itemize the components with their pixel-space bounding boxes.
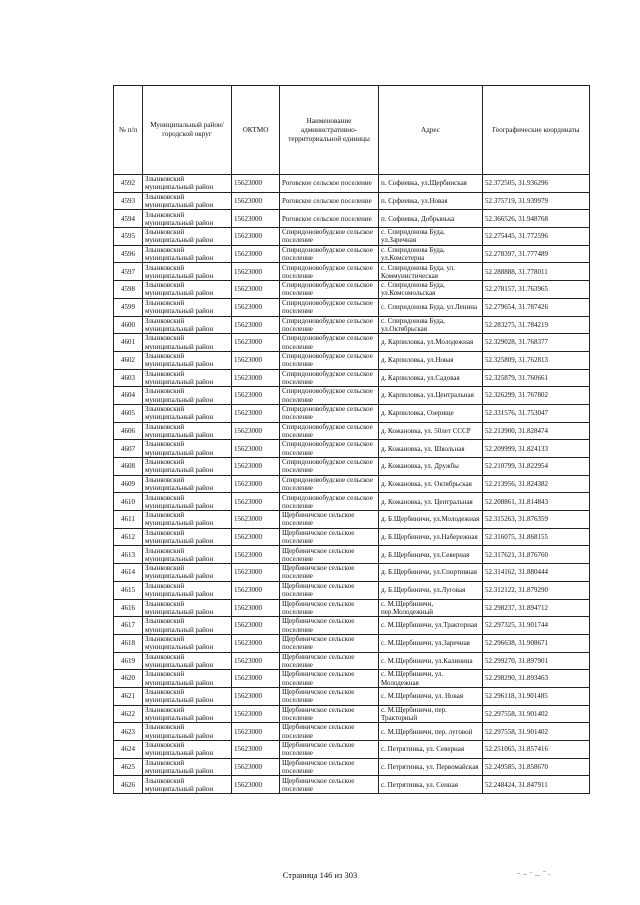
table-row bbox=[114, 210, 590, 228]
row-admin-unit: Щербиничское сельское поселение bbox=[280, 758, 379, 776]
table-row bbox=[114, 175, 590, 193]
row-admin-unit: Спиридоновобудское сельское поселение bbox=[280, 281, 379, 299]
row-number: 4621 bbox=[114, 687, 143, 705]
table-row bbox=[114, 440, 590, 458]
row-admin-unit: Спиридоновобудское сельское поселение bbox=[280, 387, 379, 405]
row-admin-unit: Щербиничское сельское поселение bbox=[280, 652, 379, 670]
row-address: с. Петрятинка, ул. Сенная bbox=[379, 776, 483, 794]
row-oktmo: 15623000 bbox=[232, 670, 280, 688]
row-coordinates: 52.279654, 31.787426 bbox=[483, 298, 590, 316]
table-row bbox=[114, 475, 590, 493]
row-address: с. М.Щербиничи, пер. луговой bbox=[379, 723, 483, 741]
header-number: № п/п bbox=[114, 86, 143, 175]
row-oktmo: 15623000 bbox=[232, 245, 280, 263]
row-coordinates: 52.372505, 31.936296 bbox=[483, 175, 590, 193]
row-coordinates: 52.325809, 31.762813 bbox=[483, 351, 590, 369]
page-number: Страница 146 из 303 bbox=[282, 870, 358, 880]
row-number: 4603 bbox=[114, 369, 143, 387]
row-district: Злынковский муниципальный район bbox=[143, 298, 232, 316]
row-address: с. М.Щербиничи, пер.Молодежный bbox=[379, 599, 483, 617]
row-oktmo: 15623000 bbox=[232, 581, 280, 599]
row-number: 4606 bbox=[114, 422, 143, 440]
row-admin-unit: Спиридоновобудское сельское поселение bbox=[280, 369, 379, 387]
row-number: 4620 bbox=[114, 670, 143, 688]
row-number: 4609 bbox=[114, 475, 143, 493]
row-district: Злынковский муниципальный район bbox=[143, 776, 232, 794]
table-row bbox=[114, 387, 590, 405]
row-address: с. М.Щербиничи, ул. Молодежная bbox=[379, 670, 483, 688]
row-coordinates: 52.283275, 31.784219 bbox=[483, 316, 590, 334]
row-oktmo: 15623000 bbox=[232, 617, 280, 635]
row-district: Злынковский муниципальный район bbox=[143, 422, 232, 440]
table-body bbox=[114, 175, 590, 794]
row-number: 4624 bbox=[114, 741, 143, 759]
table-row bbox=[114, 723, 590, 741]
row-coordinates: 52.275445, 31.772596 bbox=[483, 228, 590, 246]
row-oktmo: 15623000 bbox=[232, 210, 280, 228]
row-oktmo: 15623000 bbox=[232, 263, 280, 281]
row-coordinates: 52.278397, 31.777489 bbox=[483, 245, 590, 263]
row-number: 4623 bbox=[114, 723, 143, 741]
row-district: Злынковский муниципальный район bbox=[143, 546, 232, 564]
row-number: 4598 bbox=[114, 281, 143, 299]
table-row bbox=[114, 422, 590, 440]
table-row bbox=[114, 334, 590, 352]
row-number: 4605 bbox=[114, 404, 143, 422]
row-admin-unit: Спиридоновобудское сельское поселение bbox=[280, 263, 379, 281]
row-oktmo: 15623000 bbox=[232, 511, 280, 529]
row-address: д. Б.Щербиничи, ул.Спортивная bbox=[379, 564, 483, 582]
row-number: 4608 bbox=[114, 458, 143, 476]
row-admin-unit: Спиридоновобудское сельское поселение bbox=[280, 422, 379, 440]
row-oktmo: 15623000 bbox=[232, 723, 280, 741]
table-row bbox=[114, 298, 590, 316]
row-oktmo: 15623000 bbox=[232, 298, 280, 316]
row-number: 4596 bbox=[114, 245, 143, 263]
table-row bbox=[114, 316, 590, 334]
row-admin-unit: Роговское сельское поселение bbox=[280, 192, 379, 210]
table-row bbox=[114, 687, 590, 705]
table-row bbox=[114, 245, 590, 263]
row-number: 4604 bbox=[114, 387, 143, 405]
table-row bbox=[114, 741, 590, 759]
table-row bbox=[114, 776, 590, 794]
table-row bbox=[114, 546, 590, 564]
row-number: 4619 bbox=[114, 652, 143, 670]
table-row bbox=[114, 351, 590, 369]
row-address: с. Петрятинка, ул. Северная bbox=[379, 741, 483, 759]
table-row bbox=[114, 511, 590, 529]
row-district: Злынковский муниципальный район bbox=[143, 475, 232, 493]
row-address: д. Кожановка, ул. Центральная bbox=[379, 493, 483, 511]
table-header-row bbox=[114, 86, 590, 175]
row-admin-unit: Спиридоновобудское сельское поселение bbox=[280, 440, 379, 458]
header-oktmo: ОКТМО bbox=[232, 86, 280, 175]
table-row bbox=[114, 263, 590, 281]
row-admin-unit: Спиридоновобудское сельское поселение bbox=[280, 493, 379, 511]
row-district: Злынковский муниципальный район bbox=[143, 458, 232, 476]
table-row bbox=[114, 192, 590, 210]
row-number: 4617 bbox=[114, 617, 143, 635]
table-row bbox=[114, 634, 590, 652]
row-number: 4611 bbox=[114, 511, 143, 529]
row-oktmo: 15623000 bbox=[232, 652, 280, 670]
row-admin-unit: Щербиничское сельское поселение bbox=[280, 617, 379, 635]
row-number: 4618 bbox=[114, 634, 143, 652]
table-row bbox=[114, 493, 590, 511]
row-oktmo: 15623000 bbox=[232, 493, 280, 511]
row-oktmo: 15623000 bbox=[232, 776, 280, 794]
row-coordinates: 52.366526, 31.948768 bbox=[483, 210, 590, 228]
row-coordinates: 52.296118, 31.901485 bbox=[483, 687, 590, 705]
row-number: 4610 bbox=[114, 493, 143, 511]
row-coordinates: 52.298237, 31.894712 bbox=[483, 599, 590, 617]
row-district: Злынковский муниципальный район bbox=[143, 440, 232, 458]
scan-speckle-mark bbox=[515, 868, 555, 880]
header-coordinates: Географические координаты bbox=[483, 86, 590, 175]
row-oktmo: 15623000 bbox=[232, 705, 280, 723]
row-coordinates: 52.317621, 31.876760 bbox=[483, 546, 590, 564]
row-number: 4600 bbox=[114, 316, 143, 334]
table-row bbox=[114, 281, 590, 299]
row-number: 4594 bbox=[114, 210, 143, 228]
row-district: Злынковский муниципальный район bbox=[143, 334, 232, 352]
row-admin-unit: Щербиничское сельское поселение bbox=[280, 546, 379, 564]
row-number: 4593 bbox=[114, 192, 143, 210]
row-oktmo: 15623000 bbox=[232, 475, 280, 493]
row-admin-unit: Спиридоновобудское сельское поселение bbox=[280, 298, 379, 316]
row-district: Злынковский муниципальный район bbox=[143, 263, 232, 281]
row-address: с. М.Щербиничи, ул.Калинина bbox=[379, 652, 483, 670]
row-address: д. Кожановка, ул. Дружбы bbox=[379, 458, 483, 476]
row-district: Злынковский муниципальный район bbox=[143, 564, 232, 582]
row-number: 4622 bbox=[114, 705, 143, 723]
row-coordinates: 52.278157, 31.763965 bbox=[483, 281, 590, 299]
table-row bbox=[114, 599, 590, 617]
row-admin-unit: Роговское сельское поселение bbox=[280, 210, 379, 228]
registry-table bbox=[113, 85, 590, 794]
row-address: д. Б.Щербиничи, ул.Набережная bbox=[379, 528, 483, 546]
row-oktmo: 15623000 bbox=[232, 741, 280, 759]
row-admin-unit: Щербиничское сельское поселение bbox=[280, 581, 379, 599]
row-coordinates: 52.251065, 31.857416 bbox=[483, 741, 590, 759]
row-district: Злынковский муниципальный район bbox=[143, 670, 232, 688]
row-district: Злынковский муниципальный район bbox=[143, 758, 232, 776]
row-admin-unit: Спиридоновобудское сельское поселение bbox=[280, 334, 379, 352]
row-address: п. Срфиевка, ул.Новая bbox=[379, 192, 483, 210]
row-admin-unit: Спиридоновобудское сельское поселение bbox=[280, 245, 379, 263]
row-oktmo: 15623000 bbox=[232, 369, 280, 387]
row-district: Злынковский муниципальный район bbox=[143, 581, 232, 599]
row-coordinates: 52.297558, 31.901402 bbox=[483, 723, 590, 741]
row-district: Злынковский муниципальный район bbox=[143, 210, 232, 228]
row-oktmo: 15623000 bbox=[232, 281, 280, 299]
row-number: 4615 bbox=[114, 581, 143, 599]
row-number: 4607 bbox=[114, 440, 143, 458]
row-number: 4626 bbox=[114, 776, 143, 794]
row-coordinates: 52.331576, 31.753047 bbox=[483, 404, 590, 422]
row-admin-unit: Щербиничское сельское поселение bbox=[280, 705, 379, 723]
row-district: Злынковский муниципальный район bbox=[143, 404, 232, 422]
row-oktmo: 15623000 bbox=[232, 351, 280, 369]
row-address: с. Спиридонова Буда, ул.Октябрьская bbox=[379, 316, 483, 334]
row-number: 4602 bbox=[114, 351, 143, 369]
table-row bbox=[114, 652, 590, 670]
row-admin-unit: Спиридоновобудское сельское поселение bbox=[280, 228, 379, 246]
header-district: Муниципальный район/городской округ bbox=[143, 86, 232, 175]
row-address: д. Кожановка, ул. Школьная bbox=[379, 440, 483, 458]
row-admin-unit: Спиридоновобудское сельское поселение bbox=[280, 404, 379, 422]
row-address: с. М.Щербиничи, ул.Заречная bbox=[379, 634, 483, 652]
row-oktmo: 15623000 bbox=[232, 228, 280, 246]
row-address: д. Кожановка, ул. Октябрьская bbox=[379, 475, 483, 493]
row-coordinates: 52.209999, 31.824133 bbox=[483, 440, 590, 458]
row-admin-unit: Щербиничское сельское поселение bbox=[280, 528, 379, 546]
row-coordinates: 52.297325, 31.901744 bbox=[483, 617, 590, 635]
row-address: д. Карпиловка, ул.Новая bbox=[379, 351, 483, 369]
row-address: д. Б.Щербиничи, ул.Северная bbox=[379, 546, 483, 564]
row-address: д. Кожановка, ул. 50лет СССР bbox=[379, 422, 483, 440]
row-oktmo: 15623000 bbox=[232, 192, 280, 210]
row-oktmo: 15623000 bbox=[232, 440, 280, 458]
row-admin-unit: Спиридоновобудское сельское поселение bbox=[280, 316, 379, 334]
row-oktmo: 15623000 bbox=[232, 599, 280, 617]
row-number: 4612 bbox=[114, 528, 143, 546]
row-address: с. Спиридонова Буда, ул.Комсетерна bbox=[379, 245, 483, 263]
table-row bbox=[114, 228, 590, 246]
row-number: 4616 bbox=[114, 599, 143, 617]
row-number: 4601 bbox=[114, 334, 143, 352]
row-admin-unit: Щербиничское сельское поселение bbox=[280, 776, 379, 794]
row-oktmo: 15623000 bbox=[232, 758, 280, 776]
row-address: д. Б.Щербиничи, ул.Молодежная bbox=[379, 511, 483, 529]
row-coordinates: 52.329028, 31.768377 bbox=[483, 334, 590, 352]
row-district: Злынковский муниципальный район bbox=[143, 281, 232, 299]
row-coordinates: 52.298290, 31.893463 bbox=[483, 670, 590, 688]
row-coordinates: 52.210799, 31.822954 bbox=[483, 458, 590, 476]
row-district: Злынковский муниципальный район bbox=[143, 351, 232, 369]
row-address: д. Карпиловка, ул.Садовая bbox=[379, 369, 483, 387]
row-admin-unit: Спиридоновобудское сельское поселение bbox=[280, 351, 379, 369]
row-coordinates: 52.314162, 31.880444 bbox=[483, 564, 590, 582]
row-coordinates: 52.325879, 31.760661 bbox=[483, 369, 590, 387]
row-district: Злынковский муниципальный район bbox=[143, 175, 232, 193]
table-row bbox=[114, 404, 590, 422]
row-address: д. Карпиловка, Озерище bbox=[379, 404, 483, 422]
row-coordinates: 52.208861, 31.814843 bbox=[483, 493, 590, 511]
row-number: 4625 bbox=[114, 758, 143, 776]
row-admin-unit: Щербиничское сельское поселение bbox=[280, 599, 379, 617]
row-coordinates: 52.288888, 31.778011 bbox=[483, 263, 590, 281]
row-number: 4599 bbox=[114, 298, 143, 316]
row-oktmo: 15623000 bbox=[232, 458, 280, 476]
row-oktmo: 15623000 bbox=[232, 528, 280, 546]
row-coordinates: 52.248424, 31.847911 bbox=[483, 776, 590, 794]
row-district: Злынковский муниципальный район bbox=[143, 245, 232, 263]
row-admin-unit: Щербиничское сельское поселение bbox=[280, 723, 379, 741]
table-row bbox=[114, 670, 590, 688]
row-admin-unit: Щербиничское сельское поселение bbox=[280, 687, 379, 705]
row-coordinates: 52.213956, 31.824382 bbox=[483, 475, 590, 493]
row-address: с. М.Щербиничи, пер. Тракторный bbox=[379, 705, 483, 723]
row-address: п. Софиевка, Добрынька bbox=[379, 210, 483, 228]
header-address: Адрес bbox=[379, 86, 483, 175]
row-coordinates: 52.299270, 31.897901 bbox=[483, 652, 590, 670]
header-admin-unit: Наименование административно-территориальной единицы bbox=[280, 86, 379, 175]
row-oktmo: 15623000 bbox=[232, 687, 280, 705]
row-address: с. М.Щербиничи, ул.Тракторная bbox=[379, 617, 483, 635]
row-admin-unit: Щербиничское сельское поселение bbox=[280, 634, 379, 652]
row-coordinates: 52.375719, 31.939979 bbox=[483, 192, 590, 210]
row-district: Злынковский муниципальный район bbox=[143, 511, 232, 529]
row-number: 4614 bbox=[114, 564, 143, 582]
row-coordinates: 52.213900, 31.828474 bbox=[483, 422, 590, 440]
row-district: Злынковский муниципальный район bbox=[143, 741, 232, 759]
row-address: с. М.Щербиничи, ул. Новая bbox=[379, 687, 483, 705]
row-number: 4597 bbox=[114, 263, 143, 281]
row-admin-unit: Щербиничское сельское поселение bbox=[280, 670, 379, 688]
row-oktmo: 15623000 bbox=[232, 387, 280, 405]
row-district: Злынковский муниципальный район bbox=[143, 705, 232, 723]
row-coordinates: 52.297558, 31.901402 bbox=[483, 705, 590, 723]
row-oktmo: 15623000 bbox=[232, 422, 280, 440]
row-district: Злынковский муниципальный район bbox=[143, 528, 232, 546]
row-number: 4595 bbox=[114, 228, 143, 246]
row-admin-unit: Роговское сельское поселение bbox=[280, 175, 379, 193]
row-district: Злынковский муниципальный район bbox=[143, 723, 232, 741]
row-oktmo: 15623000 bbox=[232, 404, 280, 422]
row-district: Злынковский муниципальный район bbox=[143, 369, 232, 387]
row-coordinates: 52.315263, 31.876359 bbox=[483, 511, 590, 529]
row-oktmo: 15623000 bbox=[232, 175, 280, 193]
table-row bbox=[114, 581, 590, 599]
table-row bbox=[114, 528, 590, 546]
table-row bbox=[114, 369, 590, 387]
row-district: Злынковский муниципальный район bbox=[143, 599, 232, 617]
row-oktmo: 15623000 bbox=[232, 316, 280, 334]
row-district: Злынковский муниципальный район bbox=[143, 228, 232, 246]
row-address: с. Спиридонова Буда, ул.Ленина bbox=[379, 298, 483, 316]
row-address: с. Спиридонова Буда, ул.Заречная bbox=[379, 228, 483, 246]
row-address: с. Спиридонова Буда, ул.Комсомольская bbox=[379, 281, 483, 299]
row-oktmo: 15623000 bbox=[232, 546, 280, 564]
row-coordinates: 52.249585, 31.858670 bbox=[483, 758, 590, 776]
row-district: Злынковский муниципальный район bbox=[143, 652, 232, 670]
row-admin-unit: Щербиничское сельское поселение bbox=[280, 741, 379, 759]
table-row bbox=[114, 617, 590, 635]
row-admin-unit: Спиридоновобудское сельское поселение bbox=[280, 475, 379, 493]
row-coordinates: 52.316075, 31.868155 bbox=[483, 528, 590, 546]
row-number: 4613 bbox=[114, 546, 143, 564]
row-oktmo: 15623000 bbox=[232, 334, 280, 352]
row-district: Злынковский муниципальный район bbox=[143, 192, 232, 210]
row-admin-unit: Спиридоновобудское сельское поселение bbox=[280, 458, 379, 476]
row-oktmo: 15623000 bbox=[232, 564, 280, 582]
row-number: 4592 bbox=[114, 175, 143, 193]
row-district: Злынковский муниципальный район bbox=[143, 687, 232, 705]
row-district: Злынковский муниципальный район bbox=[143, 617, 232, 635]
row-address: с. Спиридонова Буда, ул. Коммунистическая bbox=[379, 263, 483, 281]
table-row bbox=[114, 458, 590, 476]
row-address: д. Карпиловка, ул.Центральная bbox=[379, 387, 483, 405]
table-row bbox=[114, 705, 590, 723]
row-oktmo: 15623000 bbox=[232, 634, 280, 652]
row-address: д. Б.Щербиничи, ул.Луговая bbox=[379, 581, 483, 599]
row-district: Злынковский муниципальный район bbox=[143, 316, 232, 334]
table-row bbox=[114, 564, 590, 582]
row-coordinates: 52.312122, 31.879290 bbox=[483, 581, 590, 599]
row-address: д. Карпиловка, ул.Молодежная bbox=[379, 334, 483, 352]
row-district: Злынковский муниципальный район bbox=[143, 634, 232, 652]
row-address: п. Софиевка, ул.Щербинская bbox=[379, 175, 483, 193]
row-admin-unit: Щербиничское сельское поселение bbox=[280, 511, 379, 529]
row-coordinates: 52.326299, 31.767802 bbox=[483, 387, 590, 405]
table-row bbox=[114, 758, 590, 776]
row-address: с. Петрятинка, ул. Первомайская bbox=[379, 758, 483, 776]
row-district: Злынковский муниципальный район bbox=[143, 493, 232, 511]
row-district: Злынковский муниципальный район bbox=[143, 387, 232, 405]
row-coordinates: 52.296638, 31.908671 bbox=[483, 634, 590, 652]
row-admin-unit: Щербиничское сельское поселение bbox=[280, 564, 379, 582]
